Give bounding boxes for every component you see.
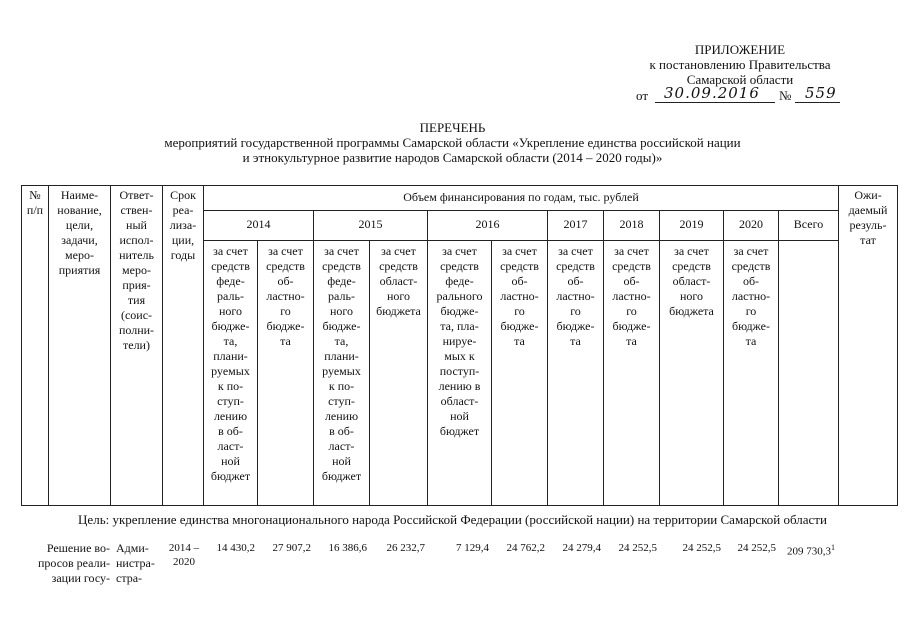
sub-regional-2015: за счет средств област- ного бюджета [376, 244, 421, 318]
value-total-number: 209 730,3 [787, 545, 831, 558]
title-line: и этнокультурное развитие народов Самарской области (2014 – 2020 годы)» [242, 150, 663, 165]
value-2014-regional: 27 907,2 [272, 542, 311, 554]
value-2017: 24 279,4 [562, 542, 601, 554]
appendix-title: ПРИЛОЖЕНИЕ [694, 42, 786, 57]
from-label: от [636, 88, 649, 103]
value-2014-federal: 14 430,2 [216, 542, 255, 554]
col-responsible: Ответ- ствен- ный испол- нитель меро- прия- тия (соис- полни- тели) [118, 188, 155, 352]
number-label: № [779, 88, 792, 103]
appendix-header [620, 42, 860, 87]
goal-row: Цель: укрепление единства многонационального народа Российской Федерации (российской нации) на территории Самарской области [78, 512, 827, 527]
sub-federal-2014: за счет средств феде- раль- ного бюдже- та, плани- руемых к по- ступ- лению в об- ласт- ной бюджет [210, 244, 251, 483]
appendix-line: к постановлению Правительства [649, 57, 831, 72]
col-number: № п/п [26, 188, 44, 217]
sub-regional-2014: за счет средств об- ластно- го бюдже- та [266, 244, 305, 348]
year-2014: 2014 [246, 217, 271, 231]
sub-regional-2019: за счет средств област- ного бюджета [669, 244, 714, 318]
year-2016: 2016 [475, 217, 500, 231]
title-heading: ПЕРЕЧЕНЬ [419, 120, 486, 135]
value-total [779, 541, 835, 559]
sub-federal-2016: за счет средств феде- рального бюдже- та, пла- нируе- мых к поступ- лению в област- ной бюджет [436, 244, 483, 438]
year-2018: 2018 [619, 217, 644, 231]
col-financing: Объем финансирования по годам, тыс. рублей [403, 190, 639, 204]
footnote-mark: 1 [831, 543, 835, 552]
document-title [0, 120, 905, 165]
number-underline [795, 102, 840, 103]
col-expected-result: Ожи- даемый резуль- тат [848, 188, 888, 247]
value-2015-federal: 16 386,6 [328, 542, 367, 554]
value-2015-regional: 26 232,7 [386, 542, 425, 554]
year-total: Всего [793, 217, 824, 231]
title-line: мероприятий государственной программы Самарской области «Укрепление единства российской нации [164, 135, 741, 150]
year-2019: 2019 [679, 217, 704, 231]
year-2015: 2015 [358, 217, 383, 231]
year-2020: 2020 [739, 217, 763, 231]
sub-regional-2018: за счет средств об- ластно- го бюдже- та [612, 244, 651, 348]
row-name: Решение во- просов реали- зации госу- [37, 541, 110, 585]
row-term: 2014 – 2020 [168, 542, 200, 568]
value-2019: 24 252,5 [682, 542, 721, 554]
decree-date: 30.09.2016 [664, 84, 760, 102]
sub-regional-2020: за счет средств об- ластно- го бюдже- та [731, 244, 771, 348]
row-responsible: Адми- нистра- стра- [116, 541, 155, 585]
value-2016-federal: 7 129,4 [456, 542, 489, 554]
decree-number: 559 [805, 84, 837, 102]
col-name: Наиме- нование, цели, задачи, меро- приятия [57, 188, 102, 277]
value-2016-regional: 24 762,2 [506, 542, 545, 554]
year-2017: 2017 [563, 217, 588, 231]
sub-federal-2015: за счет средств феде- раль- ного бюдже- та, плани- руемых к по- ступ- лению в об- ласт- ной бюджет [321, 244, 362, 483]
col-term: Срок реа- лиза- ции, годы [169, 188, 197, 262]
sub-regional-2017: за счет средств об- ластно- го бюдже- та [556, 244, 595, 348]
sub-regional-2016: за счет средств об- ластно- го бюдже- та [500, 244, 539, 348]
date-underline [655, 102, 775, 103]
appendix-line: Самарской области [686, 72, 794, 87]
value-2018: 24 252,5 [618, 542, 657, 554]
value-2020: 24 252,5 [737, 542, 776, 554]
